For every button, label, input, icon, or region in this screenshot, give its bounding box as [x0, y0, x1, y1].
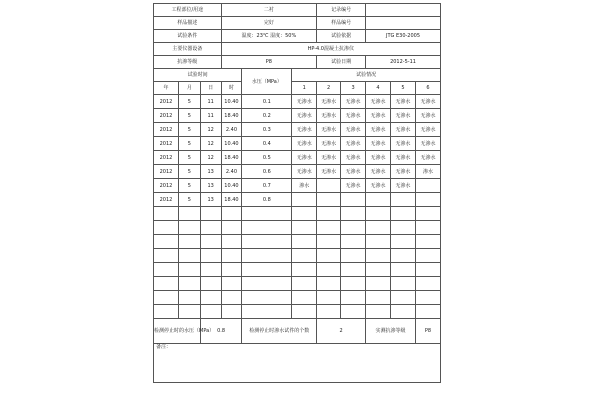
blank-cell: [178, 305, 200, 319]
blank-cell: [221, 207, 242, 221]
blank-cell: [200, 221, 221, 235]
blank-row: [154, 235, 441, 249]
cell-status: 无渗水: [390, 151, 415, 165]
blank-cell: [292, 291, 317, 305]
cell-status: 无渗水: [390, 109, 415, 123]
col-year: 年: [154, 82, 179, 95]
table-row: [154, 151, 441, 165]
record-no-value: [366, 4, 441, 17]
blank-cell: [242, 235, 292, 249]
cell-month: 5: [178, 109, 200, 123]
cell-hour: 10.40: [221, 137, 242, 151]
cell-status: 无渗水: [341, 165, 366, 179]
blank-cell: [200, 305, 221, 319]
blank-cell: [200, 207, 221, 221]
cell-pressure: 0.5: [242, 151, 292, 165]
cell-year: 2012: [154, 151, 179, 165]
blank-cell: [390, 207, 415, 221]
blank-cell: [341, 305, 366, 319]
cell-month: 5: [178, 165, 200, 179]
cell-hour: 18.40: [221, 151, 242, 165]
table-row: [154, 165, 441, 179]
cell-month: 5: [178, 151, 200, 165]
blank-cell: [366, 235, 391, 249]
table-row: [154, 137, 441, 151]
cell-status: 无渗水: [390, 179, 415, 193]
blank-row: [154, 207, 441, 221]
blank-cell: [415, 207, 440, 221]
cell-day: 13: [200, 193, 221, 207]
blank-cell: [221, 263, 242, 277]
blank-cell: [242, 207, 292, 221]
cell-status: 无渗水: [317, 109, 341, 123]
col-specimen-3: 3: [341, 82, 366, 95]
blank-cell: [154, 263, 179, 277]
cell-status: [415, 179, 440, 193]
blank-cell: [317, 263, 341, 277]
sample-desc-value: 完好: [221, 17, 317, 30]
blank-cell: [317, 277, 341, 291]
blank-cell: [154, 207, 179, 221]
cell-status: 无渗水: [366, 179, 391, 193]
cell-month: 5: [178, 95, 200, 109]
blank-cell: [154, 221, 179, 235]
cell-status: 无渗水: [341, 95, 366, 109]
cell-status: 无渗水: [292, 95, 317, 109]
cell-status: 无渗水: [317, 151, 341, 165]
blank-cell: [415, 291, 440, 305]
blank-cell: [390, 221, 415, 235]
cell-day: 12: [200, 137, 221, 151]
sample-desc-label: 样品描述: [154, 17, 222, 30]
cell-status: 无渗水: [341, 151, 366, 165]
cell-year: 2012: [154, 165, 179, 179]
blank-cell: [366, 291, 391, 305]
blank-cell: [154, 249, 179, 263]
cell-day: 11: [200, 109, 221, 123]
cell-status: [317, 179, 341, 193]
blank-cell: [390, 291, 415, 305]
blank-cell: [317, 221, 341, 235]
blank-cell: [341, 221, 366, 235]
cell-status: 无渗水: [390, 123, 415, 137]
blank-cell: [341, 207, 366, 221]
cell-pressure: 0.4: [242, 137, 292, 151]
grade-value: P8: [221, 56, 317, 69]
blank-cell: [292, 207, 317, 221]
cell-year: 2012: [154, 193, 179, 207]
blank-cell: [366, 277, 391, 291]
cell-month: 5: [178, 193, 200, 207]
blank-rows: [154, 207, 441, 319]
cell-status: 无渗水: [292, 123, 317, 137]
blank-cell: [366, 207, 391, 221]
cell-status: 无渗水: [390, 137, 415, 151]
cell-day: 13: [200, 179, 221, 193]
cell-pressure: 0.1: [242, 95, 292, 109]
blank-cell: [178, 249, 200, 263]
cell-status: 无渗水: [292, 165, 317, 179]
status-group-header: 试验情况: [292, 69, 441, 82]
cell-year: 2012: [154, 123, 179, 137]
project-label: 工程部位/用途: [154, 4, 222, 17]
sample-no-label: 样品编号: [317, 17, 366, 30]
cell-status: 无渗水: [317, 137, 341, 151]
date-value: 2012-5-11: [366, 56, 441, 69]
blank-cell: [242, 305, 292, 319]
blank-cell: [178, 291, 200, 305]
cell-status: 无渗水: [366, 151, 391, 165]
group-header-row: [154, 69, 441, 82]
col-specimen-5: 5: [390, 82, 415, 95]
blank-cell: [221, 249, 242, 263]
leak-count-label: 检测停止时渗水试件的个数: [242, 319, 317, 344]
blank-cell: [154, 291, 179, 305]
cell-status: 无渗水: [366, 95, 391, 109]
column-header-row: [154, 82, 441, 95]
blank-cell: [178, 263, 200, 277]
cell-status: [390, 193, 415, 207]
blank-cell: [415, 305, 440, 319]
cell-year: 2012: [154, 95, 179, 109]
cell-status: [317, 193, 341, 207]
blank-cell: [390, 305, 415, 319]
blank-cell: [415, 221, 440, 235]
blank-cell: [221, 277, 242, 291]
cell-day: 11: [200, 95, 221, 109]
cell-hour: 18.40: [221, 193, 242, 207]
blank-cell: [366, 221, 391, 235]
cell-day: 12: [200, 151, 221, 165]
blank-row: [154, 277, 441, 291]
blank-cell: [154, 277, 179, 291]
cell-hour: 10.40: [221, 179, 242, 193]
col-specimen-4: 4: [366, 82, 391, 95]
cell-status: [415, 193, 440, 207]
remarks-row: [154, 344, 441, 383]
col-month: 月: [178, 82, 200, 95]
blank-cell: [390, 249, 415, 263]
leak-count-value: 2: [317, 319, 366, 344]
blank-cell: [415, 249, 440, 263]
blank-cell: [221, 291, 242, 305]
basis-value: JTG E30-2005: [366, 30, 441, 43]
col-specimen-6: 6: [415, 82, 440, 95]
blank-cell: [317, 249, 341, 263]
conditions-label: 试验条件: [154, 30, 222, 43]
table-row: [154, 95, 441, 109]
cell-status: 无渗水: [317, 165, 341, 179]
cell-status: 无渗水: [317, 95, 341, 109]
equipment-value: HP-4.0混凝土抗渗仪: [221, 43, 440, 56]
equipment-label: 主要仪器设备: [154, 43, 222, 56]
cell-status: 无渗水: [415, 109, 440, 123]
cell-pressure: 0.7: [242, 179, 292, 193]
blank-cell: [292, 277, 317, 291]
date-label: 试验日期: [317, 56, 366, 69]
table-row: [154, 109, 441, 123]
blank-cell: [366, 249, 391, 263]
cell-month: 5: [178, 179, 200, 193]
blank-cell: [200, 235, 221, 249]
blank-cell: [292, 305, 317, 319]
blank-cell: [242, 277, 292, 291]
conditions-value: 温度：23℃ 湿度：50%: [221, 30, 317, 43]
summary-row: [154, 319, 441, 344]
blank-cell: [221, 235, 242, 249]
blank-cell: [242, 249, 292, 263]
blank-cell: [221, 305, 242, 319]
stop-pressure-value: 0.8: [200, 319, 242, 344]
blank-cell: [341, 277, 366, 291]
cell-pressure: 0.8: [242, 193, 292, 207]
header-row-project: [154, 4, 441, 17]
cell-status: 无渗水: [415, 137, 440, 151]
blank-cell: [292, 249, 317, 263]
blank-cell: [200, 263, 221, 277]
table-row: [154, 179, 441, 193]
cell-status: 无渗水: [390, 165, 415, 179]
cell-status: 无渗水: [341, 123, 366, 137]
cell-status: 无渗水: [366, 137, 391, 151]
blank-row: [154, 249, 441, 263]
cell-pressure: 0.6: [242, 165, 292, 179]
blank-row: [154, 291, 441, 305]
record-no-label: 记录编号: [317, 4, 366, 17]
blank-cell: [390, 263, 415, 277]
cell-day: 13: [200, 165, 221, 179]
cell-status: 无渗水: [292, 151, 317, 165]
header-row-grade: [154, 56, 441, 69]
pressure-header-text: 水压（MPa）: [251, 78, 282, 85]
blank-cell: [390, 235, 415, 249]
grade-label: 抗渗等级: [154, 56, 222, 69]
cell-hour: 10.40: [221, 95, 242, 109]
blank-cell: [366, 305, 391, 319]
cell-status: 无渗水: [292, 137, 317, 151]
col-specimen-1: 1: [292, 82, 317, 95]
blank-cell: [317, 207, 341, 221]
blank-cell: [221, 221, 242, 235]
cell-pressure: 0.3: [242, 123, 292, 137]
cell-status: 无渗水: [317, 123, 341, 137]
cell-hour: 2.40: [221, 165, 242, 179]
blank-cell: [178, 207, 200, 221]
cell-hour: 18.40: [221, 109, 242, 123]
blank-cell: [317, 305, 341, 319]
col-hour: 时: [221, 82, 242, 95]
blank-cell: [292, 263, 317, 277]
blank-cell: [317, 235, 341, 249]
cell-status: 无渗水: [341, 109, 366, 123]
blank-cell: [415, 235, 440, 249]
cell-status: 无渗水: [390, 95, 415, 109]
cell-status: 无渗水: [366, 123, 391, 137]
cell-status: 无渗水: [366, 109, 391, 123]
cell-status: 无渗水: [366, 165, 391, 179]
cell-status: 无渗水: [341, 179, 366, 193]
blank-cell: [178, 277, 200, 291]
blank-cell: [317, 291, 341, 305]
header-row-conditions: [154, 30, 441, 43]
cell-year: 2012: [154, 109, 179, 123]
cell-status: 无渗水: [415, 95, 440, 109]
cell-hour: 2.40: [221, 123, 242, 137]
project-value: 二衬: [221, 4, 317, 17]
blank-cell: [200, 249, 221, 263]
sample-no-value: [366, 17, 441, 30]
blank-cell: [366, 263, 391, 277]
blank-cell: [242, 263, 292, 277]
remarks-label: 备注：: [156, 344, 172, 350]
header-row-sample: [154, 17, 441, 30]
actual-grade-label: 实测抗渗等级: [366, 319, 416, 344]
blank-cell: [341, 291, 366, 305]
blank-cell: [154, 235, 179, 249]
cell-status: 无渗水: [415, 151, 440, 165]
table-row: [154, 193, 441, 207]
table-row: [154, 123, 441, 137]
blank-cell: [292, 221, 317, 235]
blank-cell: [200, 291, 221, 305]
blank-cell: [200, 277, 221, 291]
remarks-cell: [154, 344, 441, 383]
cell-status: 无渗水: [415, 123, 440, 137]
blank-cell: [242, 221, 292, 235]
col-specimen-2: 2: [317, 82, 341, 95]
header-row-equipment: [154, 43, 441, 56]
blank-row: [154, 221, 441, 235]
blank-cell: [242, 291, 292, 305]
blank-cell: [341, 263, 366, 277]
test-record-table: [153, 3, 441, 383]
cell-status: [341, 193, 366, 207]
cell-month: 5: [178, 123, 200, 137]
actual-grade-value: P8: [415, 319, 440, 344]
stop-pressure-label: 检测停止时的水压（MPa）: [154, 319, 201, 344]
time-group-header: 试验时间: [154, 69, 242, 82]
cell-year: 2012: [154, 137, 179, 151]
cell-status: 渗水: [415, 165, 440, 179]
col-day: 日: [200, 82, 221, 95]
pressure-header: [242, 69, 292, 95]
blank-row: [154, 263, 441, 277]
blank-cell: [341, 235, 366, 249]
basis-label: 试验依据: [317, 30, 366, 43]
test-record-sheet: [153, 3, 441, 397]
cell-status: [366, 193, 391, 207]
blank-cell: [415, 277, 440, 291]
blank-cell: [415, 263, 440, 277]
cell-pressure: 0.2: [242, 109, 292, 123]
blank-row: [154, 305, 441, 319]
cell-status: 无渗水: [341, 137, 366, 151]
cell-status: 渗水: [292, 179, 317, 193]
cell-status: [292, 193, 317, 207]
blank-cell: [390, 277, 415, 291]
cell-status: 无渗水: [292, 109, 317, 123]
blank-cell: [341, 249, 366, 263]
blank-cell: [154, 305, 179, 319]
cell-month: 5: [178, 137, 200, 151]
cell-year: 2012: [154, 179, 179, 193]
blank-cell: [178, 235, 200, 249]
blank-cell: [292, 235, 317, 249]
blank-cell: [178, 221, 200, 235]
cell-day: 12: [200, 123, 221, 137]
